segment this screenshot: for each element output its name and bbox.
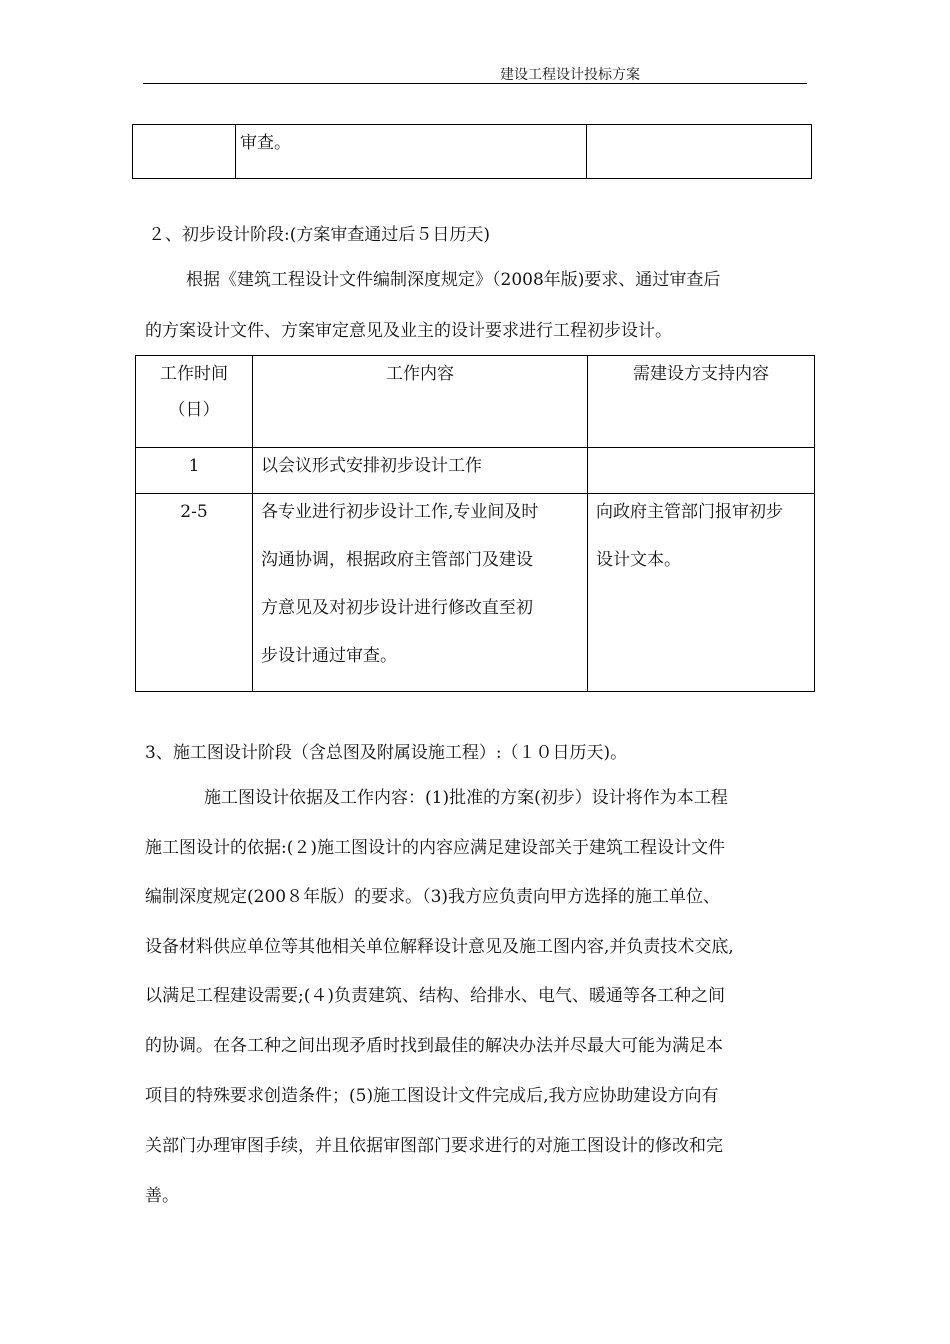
table-cell-empty <box>587 125 812 179</box>
cell-line: 设计文本。 <box>596 550 681 570</box>
table-cell-empty <box>133 125 236 179</box>
cell-support <box>588 494 815 692</box>
section2-heading: ２、初步设计阶段:(方案审查通过后５日历天) <box>148 225 490 245</box>
header-cell-support: 需建设方支持内容 <box>588 356 815 448</box>
cell-line: 方意见及对初步设计进行修改直至初 <box>261 598 533 618</box>
cell-support <box>588 448 815 494</box>
continuation-table <box>132 124 812 179</box>
section2-para-line: 根据《建筑工程设计文件编制深度规定》（2008年版)要求、通过审查后 <box>186 270 721 290</box>
page-header-title: 建设工程设计投标方案 <box>500 67 640 83</box>
cell-line: 各专业进行初步设计工作,专业间及时 <box>261 502 539 522</box>
section3-para-line: 关部门办理审图手续，并且依据审图部门要求进行的对施工图设计的修改和完 <box>145 1136 723 1156</box>
table-row <box>133 125 812 179</box>
table-cell: 审查。 <box>236 125 587 179</box>
section3-para-line: 的协调。在各工种之间出现矛盾时找到最佳的解决办法并尽最大可能为满足本 <box>145 1036 723 1056</box>
cell-line: 向政府主管部门报审初步 <box>596 502 783 522</box>
cell-day: 2-5 <box>136 494 253 692</box>
cell-line: 步设计通过审查。 <box>261 646 397 666</box>
cell-day: 1 <box>136 448 253 494</box>
header-cell-work-content: 工作内容 <box>253 356 588 448</box>
section3-para-line: 施工图设计依据及工作内容：(1)批准的方案(初步）设计将作为本工程 <box>204 788 728 808</box>
section3-heading: 3、施工图设计阶段（含总图及附属设施工程）:（１０日历天)。 <box>145 743 628 763</box>
section3-para-line: 以满足工程建设需要;(４)负责建筑、结构、给排水、电气、暖通等各工种之间 <box>145 986 725 1006</box>
cell-content: 以会议形式安排初步设计工作 <box>253 448 588 494</box>
section3-para-line: 项目的特殊要求创造条件；(5)施工图设计文件完成后,我方应协助建设方向有 <box>145 1086 719 1106</box>
section3-para-line: 设备材料供应单位等其他相关单位解释设计意见及施工图内容,并负责技术交底, <box>145 937 734 957</box>
section3-para-line: 善。 <box>145 1186 179 1206</box>
header-cell-work-time <box>136 356 253 448</box>
table-row <box>136 448 815 494</box>
schedule-table <box>135 355 815 692</box>
header-rule <box>143 83 807 84</box>
section3-para-line: 施工图设计的依据:(２)施工图设计的内容应满足建设部关于建筑工程设计文件 <box>145 838 725 858</box>
cell-line: 沟通协调，根据政府主管部门及建设 <box>261 550 533 570</box>
header-line: （日） <box>168 400 220 420</box>
section2-para-line: 的方案设计文件、方案审定意见及业主的设计要求进行工程初步设计。 <box>145 321 672 341</box>
table-row <box>136 494 815 692</box>
table-header-row <box>136 356 815 448</box>
section3-para-line: 编制深度规定(200８年版）的要求。（3)我方应负责向甲方选择的施工单位、 <box>145 887 721 907</box>
cell-content <box>253 494 588 692</box>
header-line: 工作时间 <box>160 364 228 384</box>
